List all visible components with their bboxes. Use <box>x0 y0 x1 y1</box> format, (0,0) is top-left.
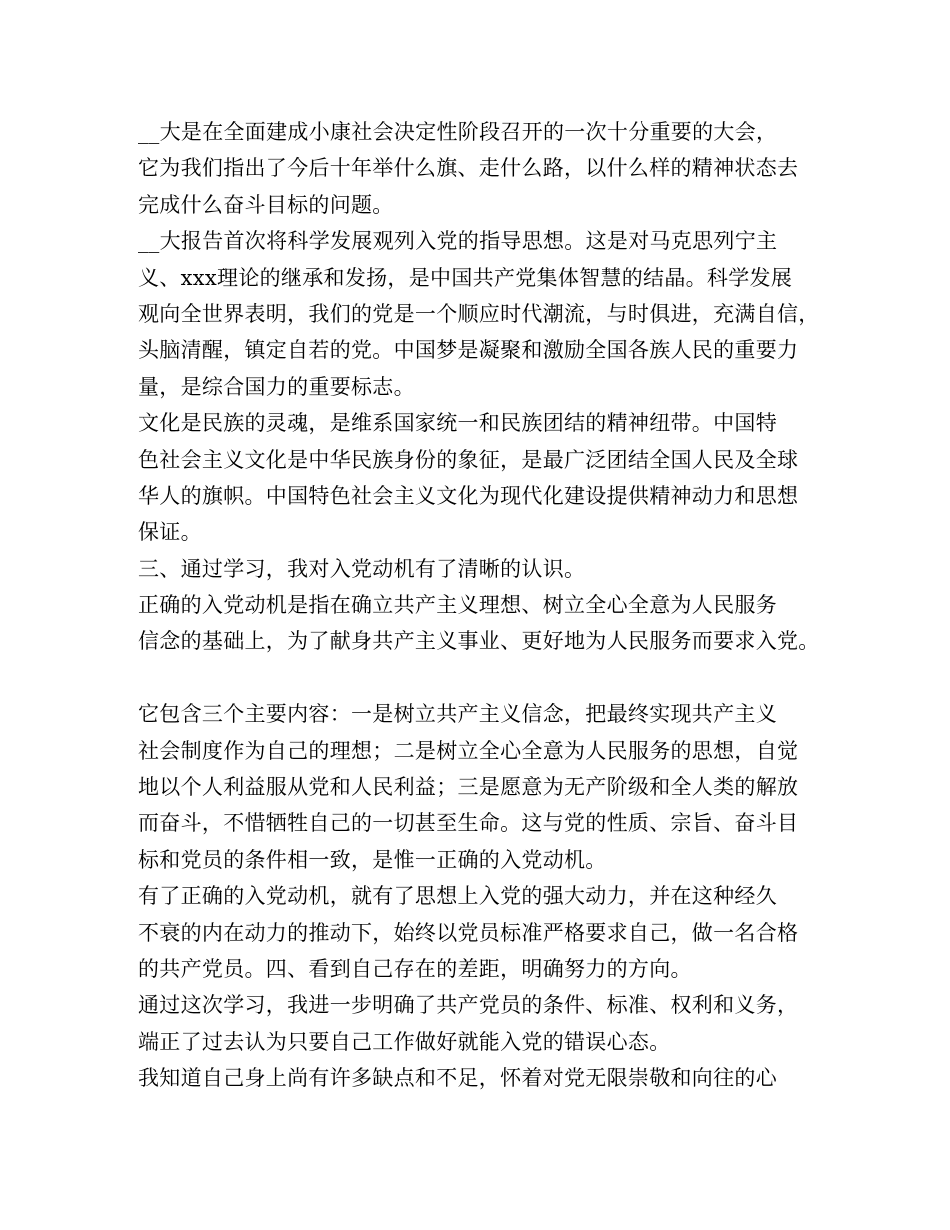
text-line: 它为我们指出了今后十年举什么旗、走什么路，以什么样的精神状态去 <box>138 156 799 181</box>
text-line: __大是在全面建成小康社会决定性阶段召开的一次十分重要的大会， <box>138 120 778 144</box>
text-line: 我知道自己身上尚有许多缺点和不足，怀着对党无限崇敬和向往的心 <box>138 1066 777 1091</box>
text-line: 有了正确的入党动机，就有了思想上入党的强大动力，并在这种经久 <box>138 884 777 909</box>
text-line: 标和党员的条件相一致，是惟一正确的入党动机。 <box>138 847 607 872</box>
text-line: 通过这次学习，我进一步明确了共产党员的条件、标准、权利和义务， <box>138 993 799 1018</box>
text-line: 正确的入党动机是指在确立共产主义理想、树立全心全意为人民服务 <box>138 593 777 618</box>
text-line: 量，是综合国力的重要标志。 <box>138 374 415 399</box>
text-line: 而奋斗，不惜牺牲自己的一切甚至生命。这与党的性质、宗旨、奋斗目 <box>138 811 799 836</box>
text-line: 端正了过去认为只要自己工作做好就能入党的错误心态。 <box>138 1029 671 1054</box>
text-line: 文化是民族的灵魂，是维系国家统一和民族团结的精神纽带。中国特 <box>138 411 777 436</box>
text-line: 完成什么奋斗目标的问题。 <box>138 192 394 217</box>
text-line: 华人的旗帜。中国特色社会主义文化为现代化建设提供精神动力和思想 <box>138 483 799 508</box>
text-line: 的共产党员。四、看到自己存在的差距，明确努力的方向。 <box>138 956 692 981</box>
text-line: 信念的基础上，为了献身共产主义事业、更好地为人民服务而要求入党。 <box>138 629 820 654</box>
text-line: 地以个人利益服从党和人民利益；三是愿意为无产阶级和全人类的解放 <box>138 775 799 800</box>
document-body <box>138 114 838 1097</box>
paragraph-gap <box>138 660 838 696</box>
text-line: 社会制度作为自己的理想；二是树立全心全意为人民服务的思想，自觉 <box>138 738 799 763</box>
section-heading: 三、通过学习，我对入党动机有了清晰的认识。 <box>138 556 586 581</box>
text-line: 义、xxx理论的继承和发扬，是中国共产党集体智慧的结晶。科学发展 <box>138 265 793 290</box>
text-line: 它包含三个主要内容：一是树立共产主义信念，把最终实现共产主义 <box>138 702 777 727</box>
text-line: 观向全世界表明，我们的党是一个顺应时代潮流，与时俱进，充满自信， <box>138 301 820 326</box>
text-line: 保证。 <box>138 520 202 545</box>
text-line: 头脑清醒，镇定自若的党。中国梦是凝聚和激励全国各族人民的重要力 <box>138 338 799 363</box>
text-line: __大报告首次将科学发展观列入党的指导思想。这是对马克思列宁主 <box>138 229 778 254</box>
text-line: 色社会主义文化是中华民族身份的象征，是最广泛团结全国人民及全球 <box>138 447 799 472</box>
text-line: 不衰的内在动力的推动下，始终以党员标准严格要求自己，做一名合格 <box>138 920 799 945</box>
